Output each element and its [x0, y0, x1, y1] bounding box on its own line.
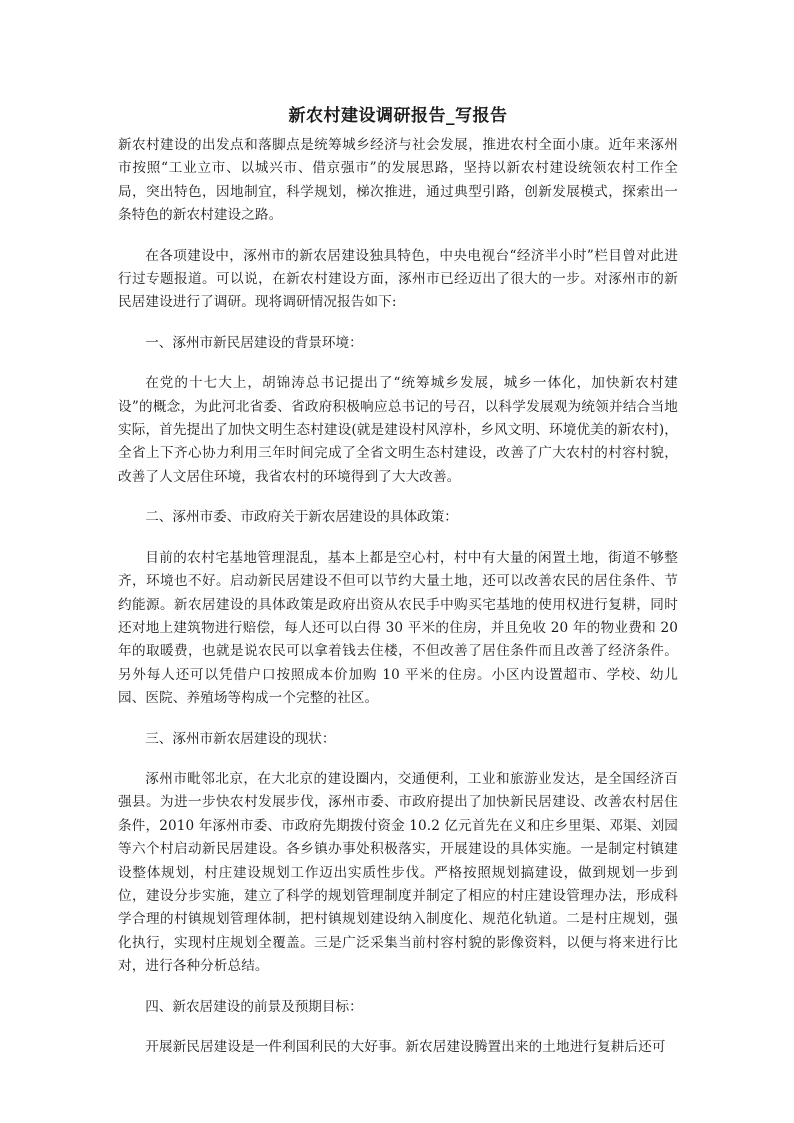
paragraph-gap — [118, 1019, 678, 1036]
overview-paragraph: 在各项建设中，涿州市的新农居建设独具特色，中央电视台“经济半小时”栏目曾对此进行过专题报道。可以说，在新农村建设方面，涿州市已经迈出了很大的一步。对涿州市的新民居建设进行了调研。现将调研情况报告如下: — [118, 247, 678, 311]
paragraph-gap — [118, 489, 678, 506]
paragraph-gap — [118, 315, 678, 332]
document-title: 新农村建设调研报告_写报告 — [288, 106, 508, 126]
section-heading-1: 一、涿州市新民居建设的背景环境： — [145, 334, 363, 351]
section-1-paragraph: 在党的十七大上，胡锦涛总书记提出了“统筹城乡发展，城乡一体化，加快新农村建设”的概念，为此河北省委、省政府积极响应总书记的号召，以科学发展观为统领并结合当地实际，首先提出了加快文明生态村建设(就是建设村风淳朴，乡风文明、环境优美的新农村)，全省上下齐心协力利用三年时间完成了全省文明生态村建设，改善了广大农村的村容村貌，改善了人文居住环境，我省农村的环境得到了大大改善。 — [118, 375, 678, 485]
section-heading-2: 二、涿州市委、市政府关于新农居建设的具体政策： — [145, 509, 458, 526]
section-heading-3: 三、涿州市新农居建设的现状： — [145, 730, 336, 747]
paragraph-gap — [118, 711, 678, 728]
paragraph-gap — [118, 979, 678, 996]
section-heading-4: 四、新农居建设的前景及预期目标： — [145, 998, 363, 1015]
paragraph-gap — [118, 530, 678, 547]
section-4-paragraph: 开展新民居建设是一件利国利民的大好事。新农居建设腾置出来的土地进行复耕后还可 — [145, 1039, 666, 1055]
paragraph-gap — [118, 751, 678, 768]
intro-paragraph: 新农村建设的出发点和落脚点是统筹城乡经济与社会发展，推进农村全面小康。近年来涿州市按照“工业立市、以城兴市、借京强市”的发展思路，坚持以新农村建设统领农村工作全局，突出特色，因地制宜，科学规划，梯次推进，通过典型引路，创新发展模式，探索出一条特色的新农村建设之路。 — [118, 137, 678, 224]
section-2-paragraph: 目前的农村宅基地管理混乱，基本上都是空心村，村中有大量的闲置土地，街道不够整齐，环境也不好。启动新民居建设不但可以节约大量土地，还可以改善农民的居住条件、节约能源。新农居建设的具体政策是政府出资从农民手中购买宅基地的使用权进行复耕，同时还对地上建筑物进行赔偿，每人还可以白得 30 平米的住房，并且免收 20 年的物业费和 20 年的取暖费，也就是说农民可以拿着钱去住楼，不但改善了居住条件而且改善了经济条件。另外每人还可以凭借户口按照成本价加购 10 平米的住房。小区内设置超市、学校、幼儿园、医院、养殖场等构成一个完整的社区。 — [118, 549, 678, 707]
section-3-paragraph: 涿州市毗邻北京，在大北京的建设圈内，交通便利，工业和旅游业发达，是全国经济百强县。为进一步快农村发展步伐，涿州市委、市政府提出了加快新民居建设、改善农村居住条件，2010 年涿州市委、市政府先期拨付资金 10.2 亿元首先在义和庄乡里渠、邓渠、刘园等六个村启动新民居建设。各乡镇办事处积极落实，开展建设的具体实施。一是制定村镇建设整体规划，村庄建设规划工作迈出实质性步伐。严格按照规划搞建设，做到规划一步到位，建设分步实施，建立了科学的规划管理制度并制定了相应的村庄建设管理办法，形成科学合理的村镇规划管理体制，把村镇规划建设纳入制度化、规范化轨道。二是村庄规划，强化执行，实现村庄规划全覆盖。三是广泛采集当前村容村貌的影像资料，以便与将来进行比对，进行各种分析总结。 — [118, 770, 678, 975]
paragraph-gap — [118, 355, 678, 372]
paragraph-gap — [118, 228, 678, 245]
document-page — [118, 104, 678, 1059]
